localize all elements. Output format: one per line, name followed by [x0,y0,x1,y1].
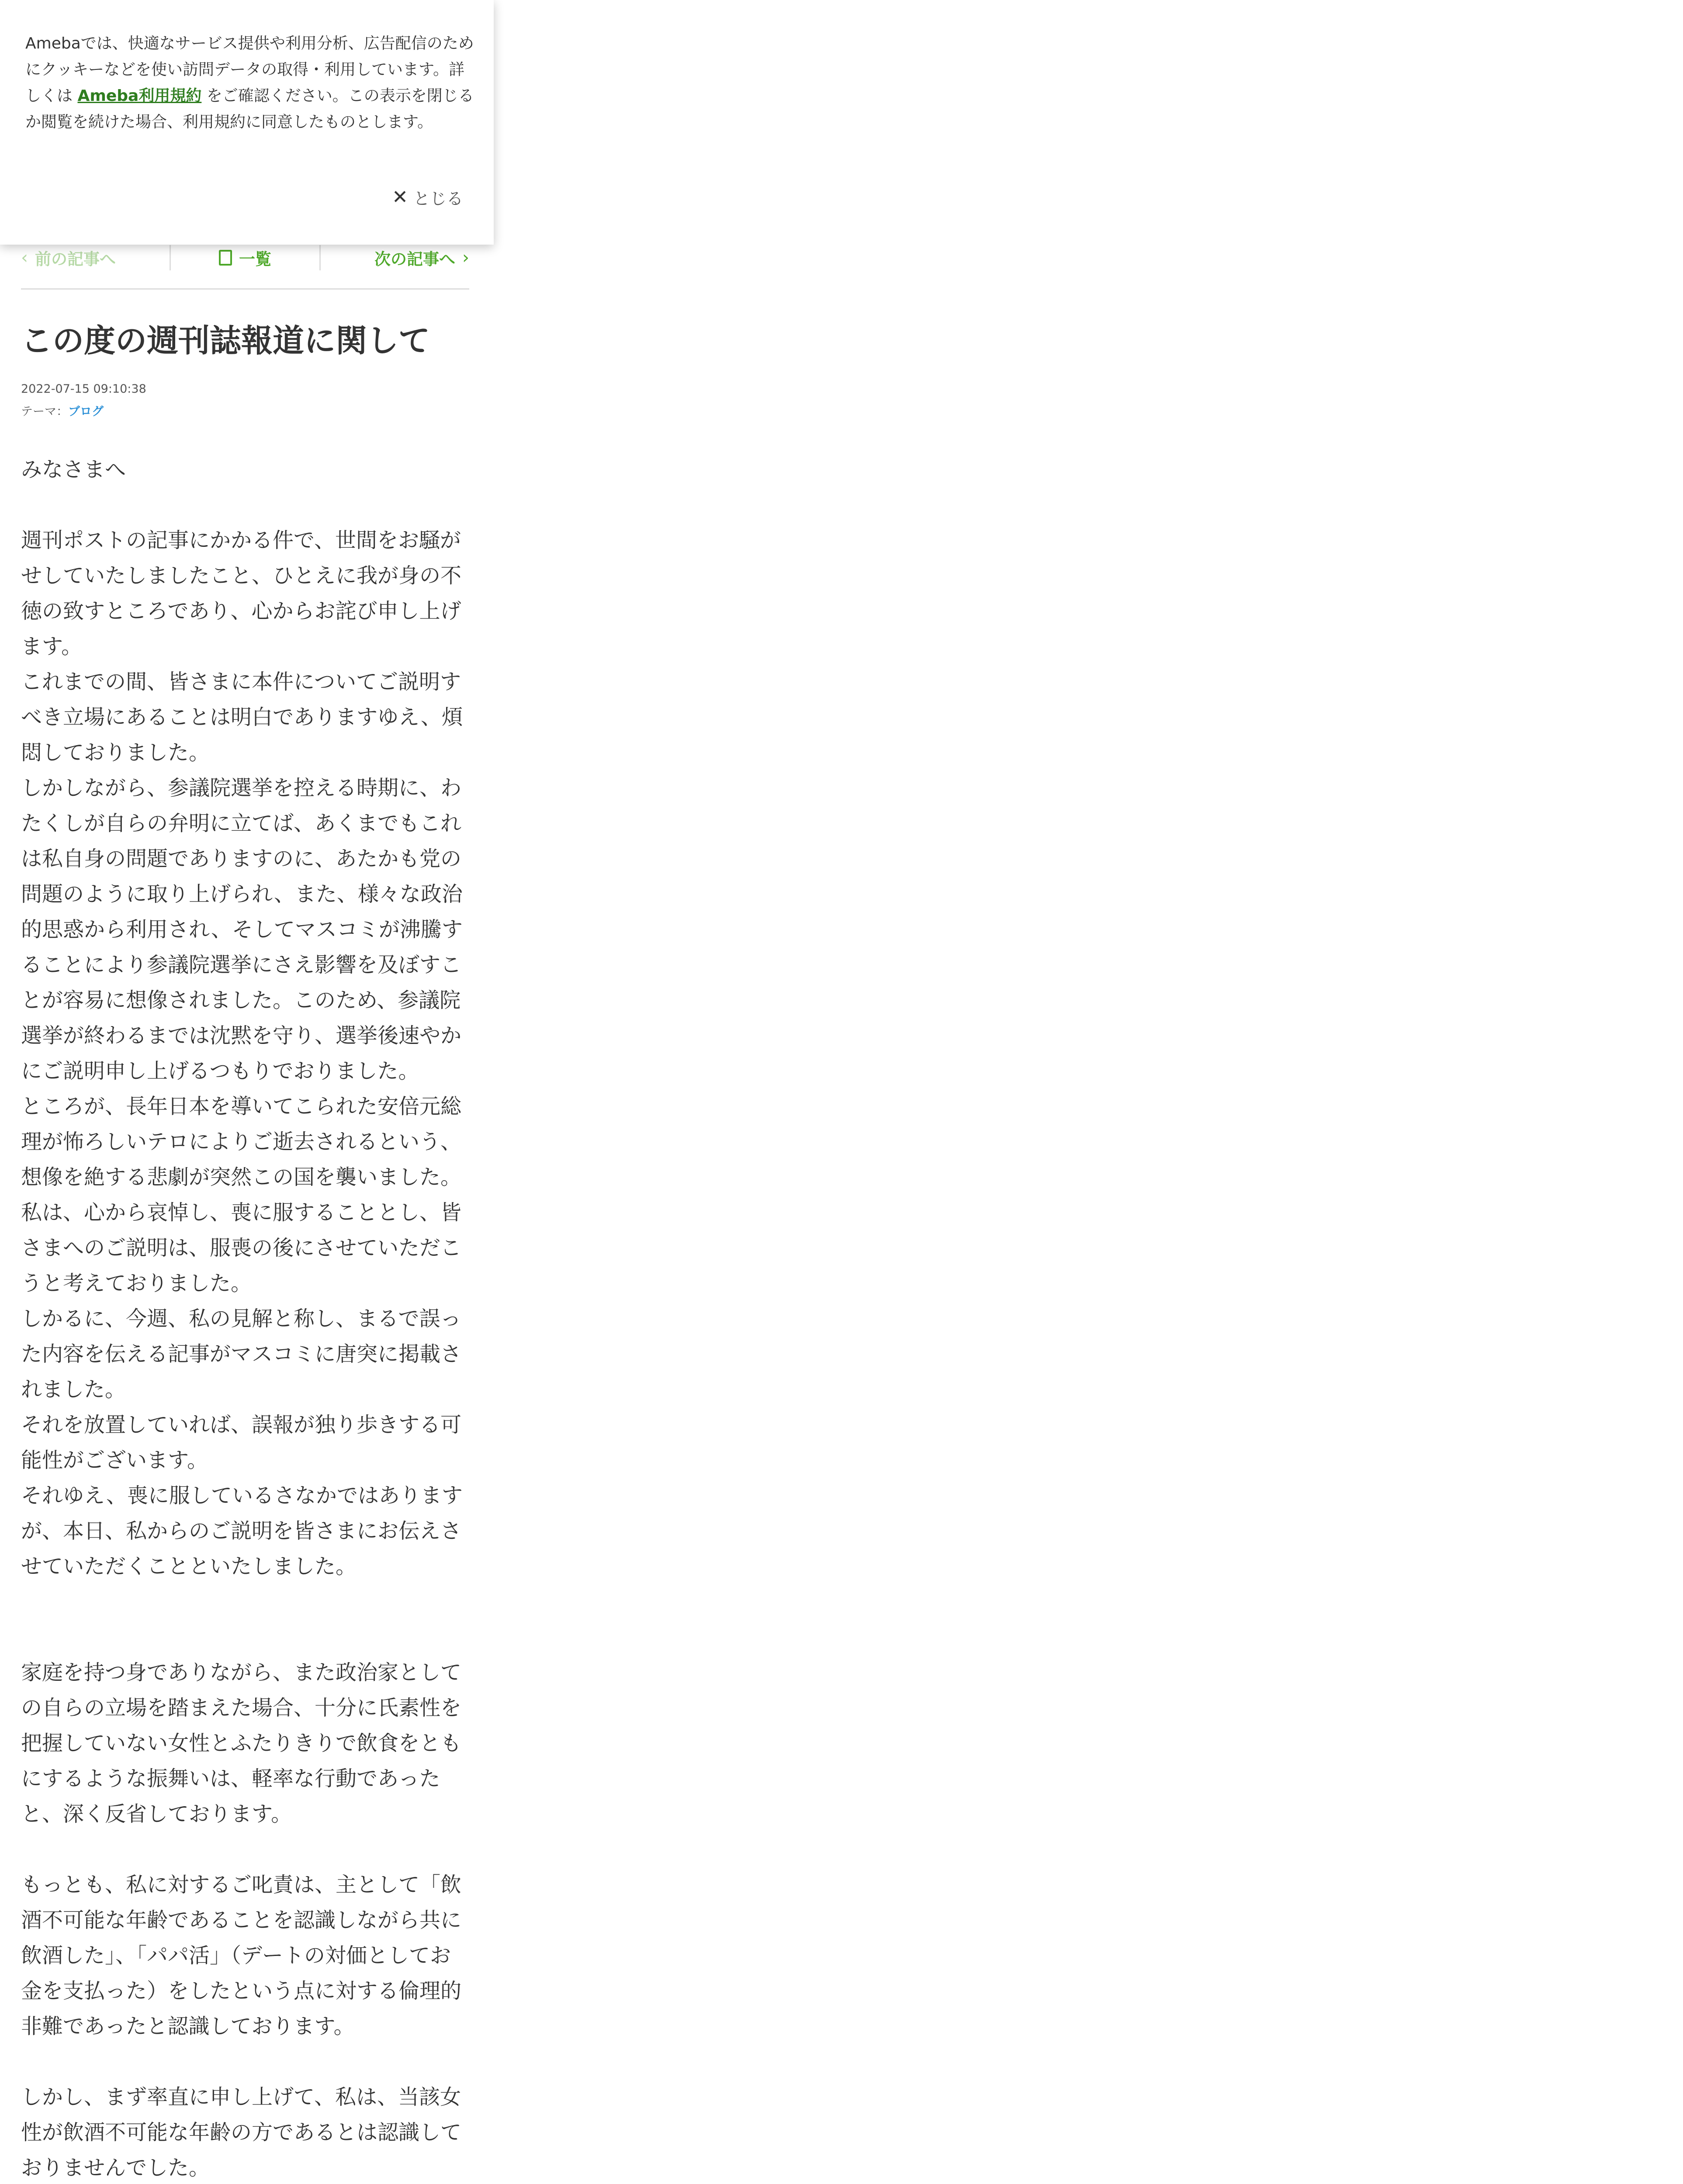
cookie-text-after-link: をご確認ください。この表示を閉じるか閲覧を続けた場合、利用規約に同意したものとします。 [25,87,474,131]
article-paragraph: それゆえ、喪に服しているさなかではありますが、本日、私からのご説明を皆さまにお伝えさせていただくことといたしました。 [21,1483,463,1579]
paragraph-spacer [21,2044,469,2080]
article-paragraph: 週刊ポストの記事にかかる件で、世間をお騒がせしていたしましたこと、ひとえに我が身の不徳の致すところであり、心からお詫び申し上げます。 [21,528,462,659]
article-paragraph: みなさまへ [21,457,126,482]
article-theme [21,402,104,419]
cookie-text-before-link: Amebaでは、快適なサービス提供や利用分析、広告配信のためにクッキーなどを使い訪問データの取得・利用しています。詳しくは [25,35,474,105]
document-icon [219,250,232,266]
close-label: とじる [413,189,463,208]
article-paragraph: しかるに、今週、私の見解と称し、まるで誤った内容を伝える記事がマスコミに唐突に掲載されました。 [21,1306,462,1402]
terms-link[interactable]: Ameba利用規約 [77,87,202,105]
divider [21,288,469,290]
chevron-right-icon: › [462,248,469,268]
article-paragraph: 家庭を持つ身でありながら、また政治家としての自らの立場を踏まえた場合、十分に氏素性を把握していない女性とふたりきりで飲食をともにするような振舞いは、軽率な行動であったと、深く反省しております。 [21,1660,462,1826]
paragraph-spacer [21,487,469,523]
paragraph-spacer [21,1584,469,1655]
article-date: 2022-07-15 09:10:38 [21,382,146,396]
close-icon: ✕ [392,186,408,208]
paragraph-spacer [21,1832,469,1867]
article-paragraph: ところが、長年日本を導いてこられた安倍元総理が怖ろしいテロによりご逝去されるという、想像を絶する悲劇が突然この国を襲いました。私は、心から哀悼し、喪に服することとし、皆さまへのご説明は、服喪の後にさせていただこうと考えておりました。 [21,1094,462,1296]
cookie-consent-banner [0,0,494,245]
article-paragraph: これまでの間、皆さまに本件についてご説明すべき立場にあることは明白でありますゆえ、煩悶しておりました。 [21,670,463,765]
article-paragraph: もっとも、私に対するご叱責は、主として「飲酒不可能な年齢であることを認識しながら共に飲酒した」、「パパ活」（デートの対価としてお金を支払った）をしたという点に対する倫理的非難であったと認識しております。 [21,1873,462,2039]
article-body [21,452,469,2184]
theme-label: テーマ： [21,405,68,418]
article-title: この度の週刊誌報道に関して [21,322,430,359]
next-article-link[interactable] [321,245,469,270]
article-list-label: 一覧 [239,250,271,269]
chevron-left-icon: ‹ [21,248,28,268]
article-paragraph: しかし、まず率直に申し上げて、私は、当該女性が飲酒不可能な年齢の方であるとは認識しておりませんでした。 [21,2085,462,2180]
article-paragraph: それを放置していれば、誤報が独り歩きする可能性がございます。 [21,1413,462,1472]
cookie-consent-text [25,31,475,135]
cookie-close-button[interactable] [392,185,463,209]
article-list-link[interactable] [170,245,321,270]
prev-article-label: 前の記事へ [35,250,116,269]
next-article-label: 次の記事へ [374,250,455,269]
theme-link[interactable]: ブログ [68,405,104,418]
prev-article-link[interactable] [21,245,170,270]
article-paragraph: しかしながら、参議院選挙を控える時期に、わたくしが自らの弁明に立てば、あくまでもこれは私自身の問題でありますのに、あたかも党の問題のように取り上げられ、また、様々な政治的思惑から利用され、そしてマスコミが沸騰することにより参議院選挙にさえ影響を及ぼすことが容易に想像されました。このため、参議院選挙が終わるまでは沈黙を守り、選挙後速やかにご説明申し上げるつもりでおりました。 [21,776,463,1083]
